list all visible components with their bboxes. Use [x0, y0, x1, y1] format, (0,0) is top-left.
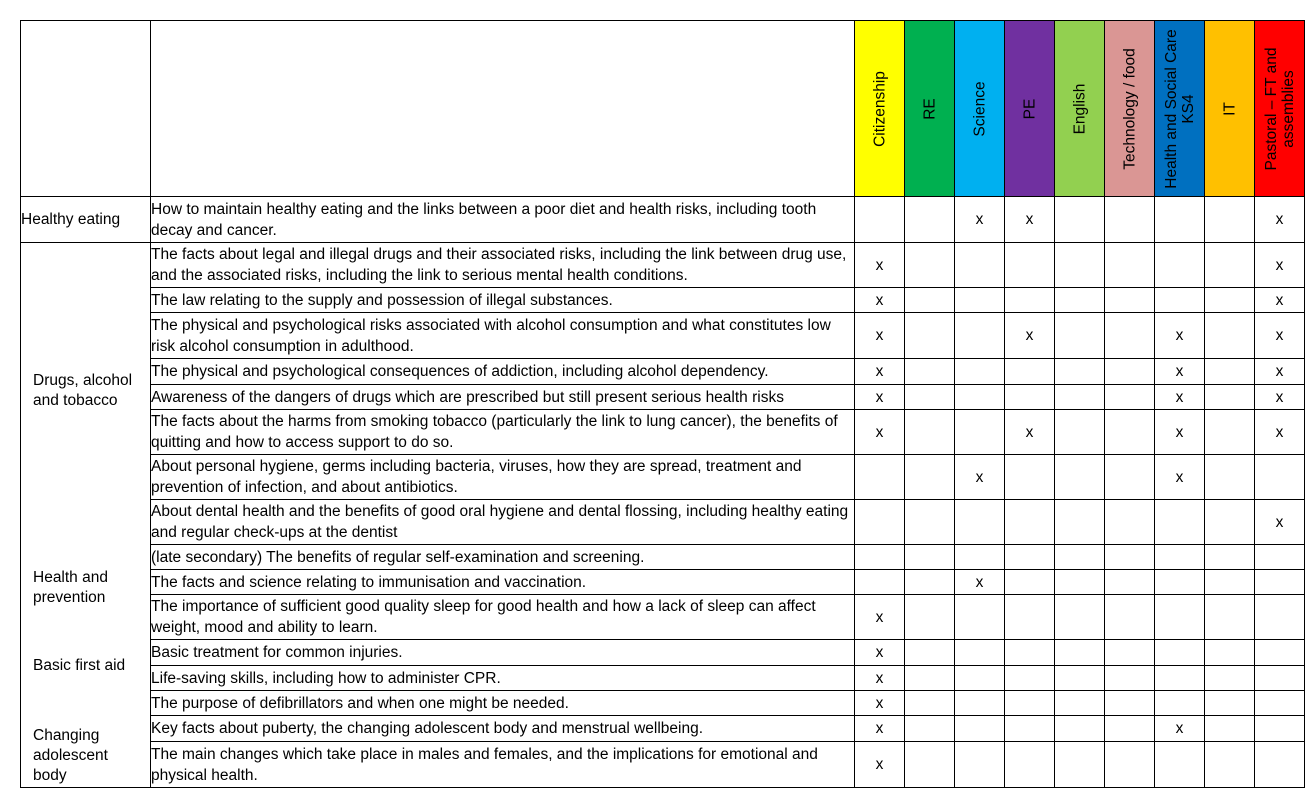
coverage-mark-cell: x — [855, 742, 905, 788]
coverage-mark-cell — [905, 742, 955, 788]
coverage-mark-cell — [1105, 545, 1155, 570]
coverage-mark-cell — [1205, 288, 1255, 313]
coverage-mark-cell — [1205, 666, 1255, 691]
coverage-mark-cell — [1255, 640, 1305, 666]
coverage-mark-cell — [855, 570, 905, 595]
objective-description: The purpose of defibrillators and when one might be needed. — [151, 691, 855, 716]
coverage-mark-cell — [1105, 666, 1155, 691]
coverage-mark-cell — [905, 666, 955, 691]
coverage-mark-cell — [855, 545, 905, 570]
coverage-mark-cell — [1255, 455, 1305, 500]
coverage-mark-cell: x — [1255, 313, 1305, 359]
coverage-mark-cell: x — [855, 288, 905, 313]
coverage-mark-cell — [1105, 640, 1155, 666]
coverage-mark-cell: x — [855, 313, 905, 359]
coverage-mark-cell — [955, 243, 1005, 288]
coverage-mark-cell — [1055, 288, 1105, 313]
coverage-mark-cell — [905, 288, 955, 313]
coverage-mark-cell — [1205, 359, 1255, 385]
coverage-mark-cell — [905, 359, 955, 385]
subject-header-science — [955, 21, 1005, 197]
coverage-mark-cell — [1055, 666, 1105, 691]
coverage-mark-cell — [1105, 410, 1155, 455]
coverage-mark-cell — [1005, 595, 1055, 640]
coverage-mark-cell — [1105, 385, 1155, 410]
coverage-mark-cell — [955, 666, 1005, 691]
coverage-mark-cell — [1005, 570, 1055, 595]
coverage-mark-cell — [905, 640, 955, 666]
coverage-mark-cell — [1055, 691, 1105, 716]
subject-label: Science — [971, 80, 988, 137]
coverage-mark-cell — [1105, 716, 1155, 742]
objective-description: The facts about the harms from smoking tobacco (particularly the link to lung cancer), the benefits of quitting and how to access support to do so. — [151, 410, 855, 455]
objective-description: About dental health and the benefits of good oral hygiene and dental flossing, including healthy eating and regular check-ups at the dentist — [151, 500, 855, 545]
header-row — [21, 21, 1305, 197]
coverage-mark-cell: x — [855, 359, 905, 385]
coverage-mark-cell — [1105, 243, 1155, 288]
coverage-mark-cell — [1005, 691, 1055, 716]
coverage-mark-cell — [1005, 666, 1055, 691]
subject-header-it — [1205, 21, 1255, 197]
coverage-mark-cell — [1255, 691, 1305, 716]
coverage-mark-cell — [1155, 500, 1205, 545]
coverage-mark-cell — [955, 313, 1005, 359]
coverage-mark-cell — [905, 500, 955, 545]
coverage-mark-cell — [955, 691, 1005, 716]
coverage-mark-cell — [1055, 410, 1105, 455]
coverage-mark-cell — [1005, 288, 1055, 313]
coverage-mark-cell: x — [855, 666, 905, 691]
coverage-mark-cell: x — [855, 595, 905, 640]
coverage-mark-cell — [1105, 500, 1155, 545]
coverage-mark-cell — [1005, 716, 1055, 742]
objective-description: The main changes which take place in males and females, and the implications for emotional and physical health. — [151, 742, 855, 788]
coverage-mark-cell — [1205, 742, 1255, 788]
coverage-mark-cell — [1105, 359, 1155, 385]
coverage-mark-cell: x — [1255, 197, 1305, 243]
subject-header-english — [1055, 21, 1105, 197]
coverage-mark-cell: x — [1255, 288, 1305, 313]
coverage-mark-cell: x — [955, 197, 1005, 243]
coverage-mark-cell — [1105, 595, 1155, 640]
coverage-mark-cell — [1055, 197, 1105, 243]
curriculum-map-table — [20, 20, 1305, 788]
coverage-mark-cell: x — [1005, 410, 1055, 455]
subject-label: Citizenship — [871, 70, 888, 147]
coverage-mark-cell: x — [1005, 197, 1055, 243]
objective-description: Basic treatment for common injuries. — [151, 640, 855, 666]
table-row — [21, 595, 1305, 640]
coverage-mark-cell — [955, 716, 1005, 742]
subject-label: English — [1071, 83, 1088, 134]
coverage-mark-cell: x — [855, 243, 905, 288]
coverage-mark-cell — [1105, 455, 1155, 500]
subject-header-health-and-social-care-ks4 — [1155, 21, 1205, 197]
topic-cell: Healthy eating — [21, 197, 151, 243]
coverage-mark-cell — [1255, 545, 1305, 570]
coverage-mark-cell — [1205, 595, 1255, 640]
coverage-mark-cell — [1005, 243, 1055, 288]
coverage-mark-cell — [1205, 385, 1255, 410]
coverage-mark-cell: x — [855, 385, 905, 410]
coverage-mark-cell — [955, 410, 1005, 455]
coverage-mark-cell — [1155, 545, 1205, 570]
coverage-mark-cell — [905, 570, 955, 595]
coverage-mark-cell: x — [1155, 313, 1205, 359]
objective-description: The importance of sufficient good quality sleep for good health and how a lack of sleep can affect weight, mood and ability to learn. — [151, 595, 855, 640]
objective-description: (late secondary) The benefits of regular self-examination and screening. — [151, 545, 855, 570]
coverage-mark-cell — [1055, 385, 1105, 410]
coverage-mark-cell — [1055, 742, 1105, 788]
table-row — [21, 742, 1305, 788]
coverage-mark-cell — [905, 455, 955, 500]
table-row — [21, 385, 1305, 410]
coverage-mark-cell — [1205, 545, 1255, 570]
coverage-mark-cell — [1155, 243, 1205, 288]
coverage-mark-cell — [1105, 313, 1155, 359]
coverage-mark-cell — [1155, 570, 1205, 595]
subject-header-pastoral-ft-and-assemblies — [1255, 21, 1305, 197]
coverage-mark-cell: x — [1155, 455, 1205, 500]
table-row — [21, 545, 1305, 570]
coverage-mark-cell: x — [855, 410, 905, 455]
objective-description: The law relating to the supply and possession of illegal substances. — [151, 288, 855, 313]
coverage-mark-cell — [905, 716, 955, 742]
coverage-mark-cell — [955, 385, 1005, 410]
coverage-mark-cell — [1055, 570, 1105, 595]
objective-description: About personal hygiene, germs including bacteria, viruses, how they are spread, treatment and prevention of infection, and about antibiotics. — [151, 455, 855, 500]
coverage-mark-cell — [1155, 640, 1205, 666]
coverage-mark-cell — [1255, 716, 1305, 742]
coverage-mark-cell — [1055, 716, 1105, 742]
coverage-mark-cell: x — [955, 455, 1005, 500]
coverage-mark-cell: x — [1255, 385, 1305, 410]
coverage-mark-cell — [1055, 640, 1105, 666]
coverage-mark-cell — [905, 410, 955, 455]
subject-label: RE — [921, 97, 938, 120]
coverage-mark-cell — [1055, 313, 1105, 359]
subject-header-re — [905, 21, 955, 197]
table-row — [21, 570, 1305, 595]
topic-group-cell — [21, 243, 151, 788]
table-row — [21, 640, 1305, 666]
coverage-mark-cell — [1205, 313, 1255, 359]
table-row — [21, 288, 1305, 313]
coverage-mark-cell — [1155, 595, 1205, 640]
topic-label: Changing adolescent body — [33, 727, 108, 784]
objective-description: The facts about legal and illegal drugs and their associated risks, including the link between drug use, and the associated risks, including the link to serious mental health conditions. — [151, 243, 855, 288]
coverage-mark-cell — [855, 500, 905, 545]
coverage-mark-cell — [855, 197, 905, 243]
objective-description: Key facts about puberty, the changing adolescent body and menstrual wellbeing. — [151, 716, 855, 742]
coverage-mark-cell: x — [1255, 410, 1305, 455]
coverage-mark-cell — [1255, 742, 1305, 788]
coverage-mark-cell — [1155, 666, 1205, 691]
coverage-mark-cell — [1205, 640, 1255, 666]
coverage-mark-cell — [1055, 243, 1105, 288]
coverage-mark-cell — [1205, 570, 1255, 595]
coverage-mark-cell — [1055, 359, 1105, 385]
coverage-mark-cell — [1155, 288, 1205, 313]
coverage-mark-cell — [1105, 742, 1155, 788]
coverage-mark-cell — [1005, 742, 1055, 788]
table-row — [21, 716, 1305, 742]
topic-label: Drugs, alcohol and tobacco — [33, 372, 133, 409]
coverage-mark-cell — [905, 243, 955, 288]
coverage-mark-cell — [1155, 197, 1205, 243]
subject-label: Technology / food — [1121, 47, 1138, 170]
coverage-mark-cell: x — [855, 691, 905, 716]
coverage-mark-cell — [855, 455, 905, 500]
coverage-mark-cell — [1055, 500, 1105, 545]
coverage-mark-cell — [1105, 691, 1155, 716]
coverage-mark-cell: x — [955, 570, 1005, 595]
topic-label: Basic first aid — [33, 657, 126, 674]
coverage-mark-cell: x — [1255, 500, 1305, 545]
table-row — [21, 691, 1305, 716]
topic-label: Health and prevention — [33, 569, 108, 606]
table-row — [21, 455, 1305, 500]
coverage-mark-cell — [905, 545, 955, 570]
coverage-mark-cell: x — [1155, 410, 1205, 455]
table-row — [21, 500, 1305, 545]
header-topic-cell — [21, 21, 151, 197]
coverage-mark-cell — [1005, 385, 1055, 410]
coverage-mark-cell — [905, 313, 955, 359]
objective-description: The physical and psychological consequences of addiction, including alcohol dependency. — [151, 359, 855, 385]
table-row — [21, 359, 1305, 385]
coverage-mark-cell — [1255, 666, 1305, 691]
coverage-mark-cell — [905, 385, 955, 410]
coverage-mark-cell — [1105, 570, 1155, 595]
subject-label: Pastoral – FT and assemblies — [1262, 47, 1297, 170]
coverage-mark-cell — [1005, 455, 1055, 500]
coverage-mark-cell — [905, 691, 955, 716]
coverage-mark-cell — [955, 595, 1005, 640]
coverage-mark-cell — [1205, 410, 1255, 455]
table-row — [21, 666, 1305, 691]
coverage-mark-cell: x — [1255, 243, 1305, 288]
objective-description: The facts and science relating to immunisation and vaccination. — [151, 570, 855, 595]
coverage-mark-cell: x — [1155, 385, 1205, 410]
subject-label: Health and Social Care KS4 — [1162, 28, 1197, 189]
coverage-mark-cell — [1255, 570, 1305, 595]
coverage-mark-cell — [955, 640, 1005, 666]
subject-label: PE — [1021, 98, 1038, 119]
coverage-mark-cell — [955, 288, 1005, 313]
coverage-mark-cell — [1205, 691, 1255, 716]
objective-description: The physical and psychological risks associated with alcohol consumption and what constitutes low risk alcohol consumption in adulthood. — [151, 313, 855, 359]
coverage-mark-cell — [1105, 288, 1155, 313]
coverage-mark-cell — [1005, 640, 1055, 666]
coverage-mark-cell: x — [1155, 716, 1205, 742]
coverage-mark-cell — [1005, 545, 1055, 570]
coverage-mark-cell — [955, 545, 1005, 570]
coverage-mark-cell — [955, 742, 1005, 788]
coverage-mark-cell — [1105, 197, 1155, 243]
coverage-mark-cell — [1205, 716, 1255, 742]
coverage-mark-cell: x — [855, 716, 905, 742]
coverage-mark-cell — [1205, 197, 1255, 243]
coverage-mark-cell — [905, 197, 955, 243]
subject-header-citizenship — [855, 21, 905, 197]
coverage-mark-cell — [1055, 545, 1105, 570]
table-row — [21, 243, 1305, 288]
coverage-mark-cell — [1155, 742, 1205, 788]
table-row — [21, 410, 1305, 455]
coverage-mark-cell — [905, 595, 955, 640]
coverage-mark-cell — [1055, 455, 1105, 500]
coverage-mark-cell — [1205, 455, 1255, 500]
coverage-mark-cell — [955, 359, 1005, 385]
coverage-mark-cell: x — [1155, 359, 1205, 385]
subject-header-pe — [1005, 21, 1055, 197]
coverage-mark-cell — [1255, 595, 1305, 640]
coverage-mark-cell — [1205, 243, 1255, 288]
coverage-mark-cell: x — [1255, 359, 1305, 385]
table-row — [21, 313, 1305, 359]
coverage-mark-cell — [1155, 691, 1205, 716]
coverage-mark-cell — [1005, 359, 1055, 385]
coverage-mark-cell — [955, 500, 1005, 545]
header-description-cell — [151, 21, 855, 197]
objective-description: How to maintain healthy eating and the links between a poor diet and health risks, including tooth decay and cancer. — [151, 197, 855, 243]
subject-label: IT — [1221, 101, 1238, 116]
coverage-mark-cell — [1005, 500, 1055, 545]
coverage-mark-cell: x — [855, 640, 905, 666]
objective-description: Life-saving skills, including how to administer CPR. — [151, 666, 855, 691]
objective-description: Awareness of the dangers of drugs which are prescribed but still present serious health risks — [151, 385, 855, 410]
coverage-mark-cell — [1205, 500, 1255, 545]
subject-header-technology-food — [1105, 21, 1155, 197]
coverage-mark-cell: x — [1005, 313, 1055, 359]
table-row — [21, 197, 1305, 243]
coverage-mark-cell — [1055, 595, 1105, 640]
